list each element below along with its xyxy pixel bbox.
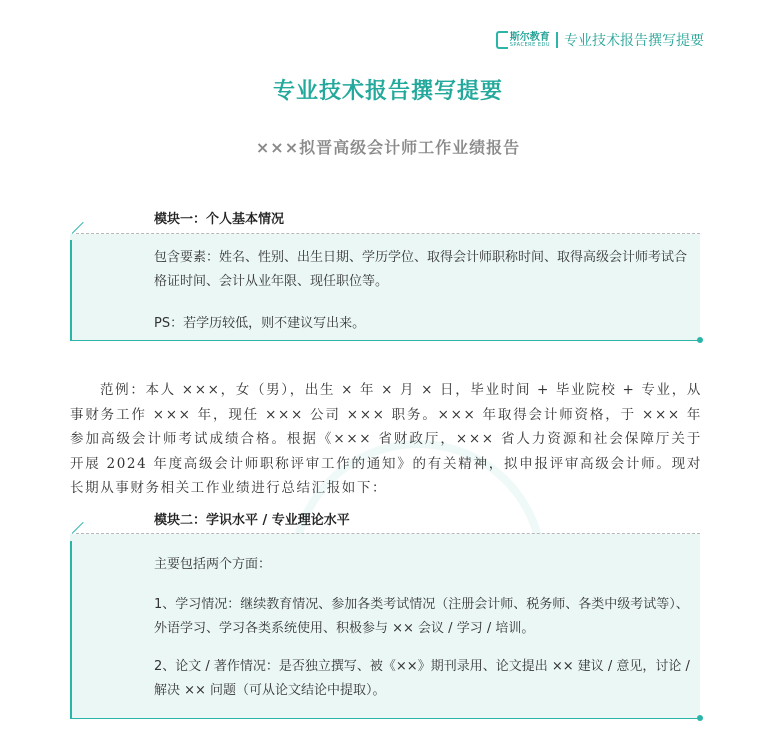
module-2-title: 模块二：学识水平 / 专业理论水平 (154, 513, 350, 528)
module-2-item-1: 1、学习情况：继续教育情况、参加各类考试情况（注册会计师、税务师、各类中级考试等）、外语学习、学习各类系统使用、积极参与 ×× 会议 / 学习 / 培训。 (154, 597, 689, 636)
header-title: 专业技术报告撰写提要 (564, 33, 704, 49)
example-paragraph: 范例：本人 ×××，女（男），出生 × 年 × 月 × 日，毕业时间 + 毕业院校 + 专业，从事财务工作 ××× 年，现任 ××× 公司 ××× 职务。××× 年取得会计师资格，于 ××× 年参加高级会计师考试成绩合格。根据《××× 省财政厅，××× 省人力资源和社会保障厅关于开展 2024 年度高级会计师职称评审工作的通知》的有关精神，拟申报评审高级会计师。现对长期从事财务相关工作业绩进行总结汇报如下： (70, 382, 702, 496)
module-2-intro: 主要包括两个方面： (154, 557, 272, 572)
module-1-title: 模块一：个人基本情况 (154, 212, 285, 227)
module-1-bottom-line (70, 340, 700, 341)
module-1-left-bar (70, 240, 72, 340)
logo-cn-text: 斯尔教育 (509, 31, 550, 43)
brand-logo (496, 31, 550, 49)
module-2-corner-dot (697, 715, 703, 721)
module-2-item-2: 2、论文 / 著作情况：是否独立撰写、被《××》期刊录用、论文提出 ×× 建议 / 意见，讨论 / 解决 ×× 问题（可从论文结论中提取）。 (154, 659, 690, 698)
page-subtitle: ×××拟晋高级会计师工作业绩报告 (255, 138, 521, 157)
module-2 (70, 505, 700, 725)
module-1-paragraph-1: 包含要素：姓名、性别、出生日期、学历学位、取得会计师职称时间、取得高级会计师考试合格证时间、会计从业年限、现任职位等。 (154, 250, 688, 289)
module-2-bottom-line (70, 718, 700, 719)
module-1-corner-dot (697, 337, 703, 343)
header-separator (556, 32, 558, 48)
logo-en-text: SPACERE EDU (509, 41, 550, 48)
module-1 (70, 200, 700, 345)
module-2-left-bar (70, 541, 72, 718)
header-brand (496, 30, 704, 50)
logo-mark-icon (496, 31, 508, 49)
module-1-paragraph-2: PS：若学历较低，则不建议写出来。 (154, 316, 366, 331)
page-title: 专业技术报告撰写提要 (272, 79, 503, 104)
